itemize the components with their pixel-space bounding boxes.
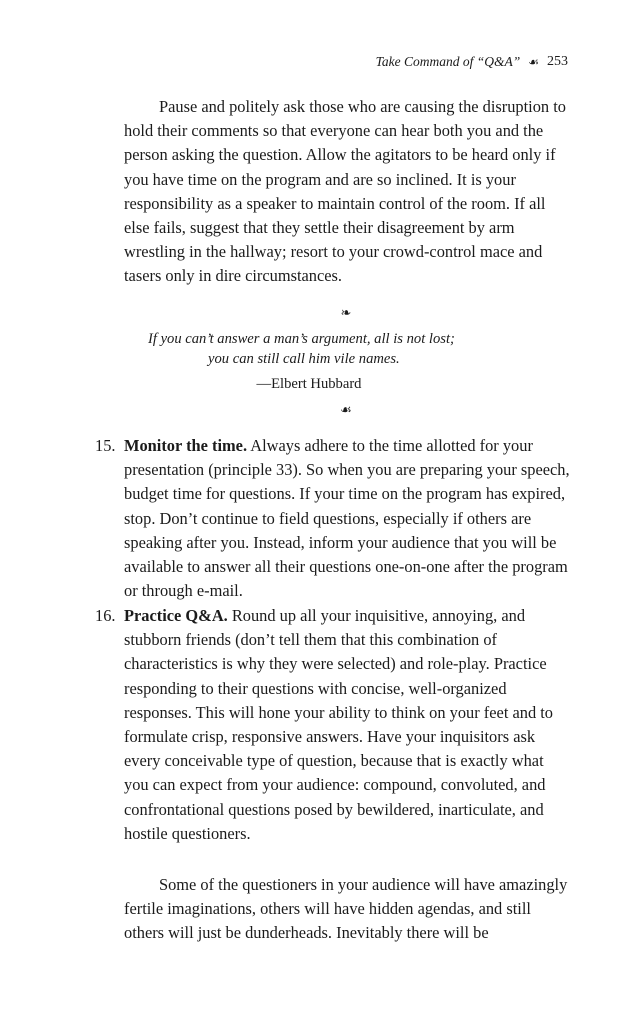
- epigraph-line-1: If you can’t answer a man’s argument, all is not lost;: [148, 331, 455, 347]
- epigraph-quote: [148, 330, 488, 369]
- list-item: [95, 434, 570, 603]
- list-item-heading: Practice Q&A.: [124, 606, 228, 625]
- epigraph-attribution: —Elbert Hubbard: [256, 376, 362, 392]
- running-header: [376, 54, 568, 70]
- list-item-continuation: Some of the questioners in your audience will have amazingly fertile imaginations, others will have hidden agendas, and still others will just be dunderheads. Inevitably there will be: [124, 875, 568, 943]
- list-item-text: Round up all your inquisitive, annoying, and stubborn friends (don’t tell them that this combination of characteristics is why they were selected) and role-play. Practice responding to their questions with concise, well-organized responses. This will hone your ability to think on your feet and to formulate crisp, responsive answers. Have your inquisitors ask every conceivable type of question, because that is exactly what you can expect from your audience: compound, convoluted, and confrontational questions posed by bewildered, inarticulate, and hostile questioners.: [124, 606, 553, 843]
- page-number: 253: [547, 54, 568, 69]
- list-item-number: 15.: [95, 436, 116, 455]
- epigraph-line-2: you can still call him vile names.: [208, 350, 400, 367]
- list-item: [95, 604, 570, 846]
- body-paragraph: Pause and politely ask those who are causing the disruption to hold their comments so that everyone can hear both you and the person asking the question. Allow the agitators to be heard only if you have time on the program and are so inclined. It is your responsibility as a speaker to maintain control of the room. If all else fails, suggest that they settle their disagreement by arm wrestling in the hallway; resort to your crowd-control mace and tasers only in dire circumstances.: [124, 97, 566, 286]
- list-item-number: 16.: [95, 606, 116, 625]
- header-ornament-icon: ☙: [528, 54, 539, 69]
- ornament-bottom-icon: ☙: [340, 402, 352, 417]
- list-item-heading: Monitor the time.: [124, 436, 248, 455]
- ornament-top-icon: ❧: [340, 305, 352, 320]
- running-title: Take Command of “Q&A”: [375, 54, 521, 69]
- list-item-text: Always adhere to the time allotted for your presentation (principle 33). So when you are preparing your speech, budget time for questions. If your time on the program has expired, stop. Don’t continue to field questions, especially if others are speaking after you. Instead, inform your audience that you will be available to answer all their questions one-on-one after the program or through e-mail.: [124, 436, 570, 601]
